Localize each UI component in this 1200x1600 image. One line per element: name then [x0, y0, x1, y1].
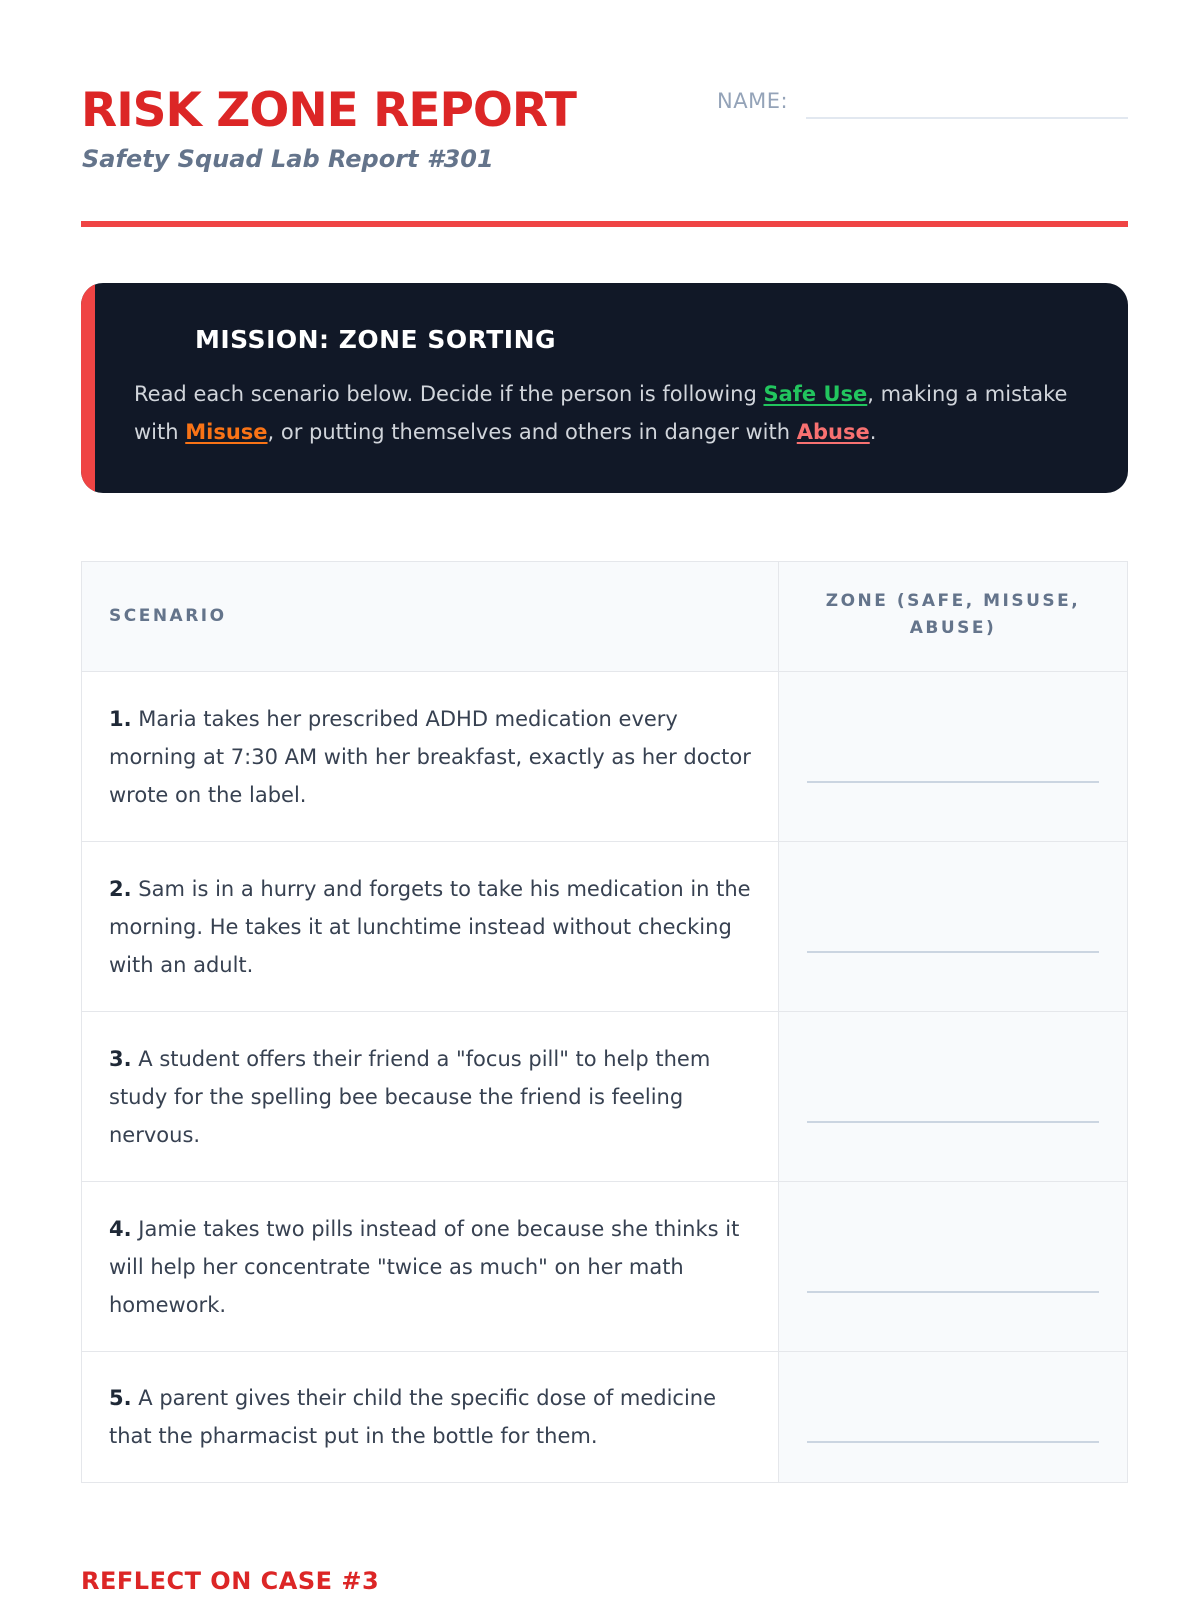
scenario-number: 2. — [109, 876, 132, 901]
mission-accent-bar — [81, 283, 95, 493]
scenario-text — [109, 700, 751, 814]
reflect-section-title: REFLECT ON CASE #3 — [81, 1567, 380, 1595]
zone-answer-line[interactable] — [807, 951, 1099, 953]
mission-box — [81, 283, 1128, 493]
table-row — [82, 1181, 1127, 1351]
mission-text-part-3: , or putting themselves and others in danger with — [267, 420, 797, 444]
zone-answer-line[interactable] — [807, 781, 1099, 783]
mission-title: MISSION: ZONE SORTING — [195, 325, 557, 354]
scenario-description: Maria takes her prescribed ADHD medication every morning at 7:30 AM with her breakfast, exactly as her doctor wrote on the label. — [109, 706, 751, 807]
table-row — [82, 1011, 1127, 1181]
zone-answer-line[interactable] — [807, 1441, 1099, 1443]
zone-answer-line[interactable] — [807, 1291, 1099, 1293]
header-divider — [81, 221, 1128, 227]
scenario-description: Sam is in a hurry and forgets to take his medication in the morning. He takes it at lunchtime instead without checking with an adult. — [109, 876, 751, 977]
table-row — [82, 841, 1127, 1011]
scenario-text — [109, 1379, 751, 1455]
abuse-keyword: Abuse — [796, 420, 870, 444]
scenario-text — [109, 1040, 751, 1154]
page-subtitle: Safety Squad Lab Report #301 — [82, 145, 494, 173]
scenario-number: 3. — [109, 1046, 132, 1071]
mission-instructions — [134, 375, 1094, 451]
mission-text-part-2: , making a mistake with — [134, 382, 1068, 444]
table-row — [82, 671, 1127, 841]
misuse-keyword: Misuse — [185, 420, 268, 444]
scenario-description: A student offers their friend a "focus pill" to help them study for the spelling bee because the friend is feeling nervous. — [109, 1046, 711, 1147]
scenario-column-header: SCENARIO — [109, 606, 227, 626]
zone-answer-line[interactable] — [807, 1121, 1099, 1123]
scenario-number: 1. — [109, 706, 132, 731]
mission-text-part-4: . — [869, 420, 877, 444]
scenario-description: A parent gives their child the specific dose of medicine that the pharmacist put in the bottle for them. — [109, 1386, 717, 1448]
scenario-number: 4. — [109, 1216, 132, 1241]
name-label: NAME: — [717, 89, 789, 113]
scenario-text — [109, 1210, 751, 1324]
mission-text-part-1: Read each scenario below. Decide if the person is following — [134, 382, 764, 406]
scenario-description: Jamie takes two pills instead of one because she thinks it will help her concentrate "twice as much" on her math homework. — [109, 1216, 740, 1317]
name-input-line[interactable] — [806, 117, 1128, 119]
safe-use-keyword: Safe Use — [763, 382, 868, 406]
table-row — [82, 1351, 1127, 1482]
page-title: RISK ZONE REPORT — [81, 83, 576, 138]
scenario-table — [81, 561, 1128, 1483]
zone-column-header: ZONE (SAFE, MISUSE, ABUSE) — [825, 591, 1081, 638]
scenario-text — [109, 870, 751, 984]
scenario-number: 5. — [109, 1386, 132, 1410]
table-header-row — [82, 562, 1127, 671]
